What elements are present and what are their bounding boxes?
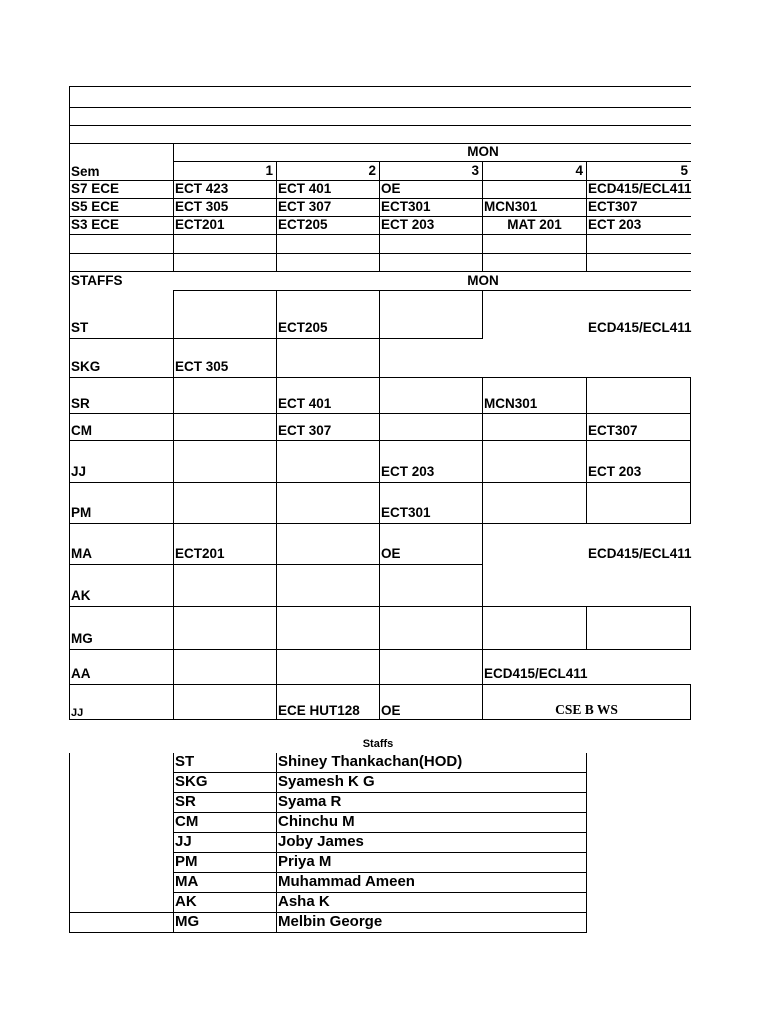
period-4-header: 4 — [575, 163, 583, 178]
timetable-cell: ECT201 — [175, 217, 225, 232]
timetable-cell: ECT 401 — [278, 181, 332, 196]
staff-list-code: PM — [175, 853, 198, 870]
staff-cell: OE — [381, 546, 401, 561]
timetable-cell: ECT 203 — [588, 217, 642, 232]
staff-list-name: Syama R — [278, 793, 342, 810]
staff-code: JJ — [71, 464, 87, 479]
staff-list-name: Syamesh K G — [278, 773, 375, 790]
staff-code: PM — [71, 505, 92, 520]
staff-cell: OE — [381, 703, 401, 718]
staff-day-header: MON — [467, 273, 499, 288]
staff-list-name: Asha K — [278, 893, 330, 910]
staff-cell: ECD415/ECL411 — [588, 546, 692, 561]
staff-code: MG — [71, 631, 93, 646]
staff-cell: ECD415/ECL411 — [484, 666, 588, 681]
staff-list-title: Staffs — [362, 738, 394, 750]
staff-cell: MCN301 — [484, 396, 538, 411]
sem-label: S5 ECE — [71, 199, 120, 214]
timetable-cell: MAT 201 — [507, 217, 562, 232]
timetable-cell: ECT205 — [278, 217, 328, 232]
sem-label: S3 ECE — [71, 217, 120, 232]
staff-code: JJ — [71, 707, 84, 719]
staff-code: AA — [71, 666, 91, 681]
timetable-cell: ECT307 — [588, 199, 638, 214]
staff-list-name: Priya M — [278, 853, 332, 870]
sem-label: S7 ECE — [71, 181, 120, 196]
timetable-cell: OE — [381, 181, 401, 196]
staff-list-name: Joby James — [278, 833, 364, 850]
period-3-header: 3 — [471, 163, 479, 178]
staff-cell: ECT 305 — [175, 359, 229, 374]
staff-code: CM — [71, 423, 92, 438]
staff-list-code: SR — [175, 793, 196, 810]
timetable-cell: ECT301 — [381, 199, 431, 214]
staff-list-code: AK — [175, 893, 197, 910]
staff-cell: ECT301 — [381, 505, 431, 520]
staff-cell: ECT307 — [588, 423, 638, 438]
timetable-cell: ECT 203 — [381, 217, 435, 232]
staff-cell: ECT 203 — [381, 464, 435, 479]
staff-cell: ECT205 — [278, 320, 328, 335]
staff-list-code: MG — [175, 913, 200, 930]
staffs-header: STAFFS — [71, 273, 123, 288]
staff-list-name: Muhammad Ameen — [278, 873, 415, 890]
staff-code: SKG — [71, 359, 101, 374]
day-header: MON — [467, 144, 499, 159]
timetable-cell: ECT 423 — [175, 181, 229, 196]
staff-list-name: Chinchu M — [278, 813, 355, 830]
timetable-cell: MCN301 — [484, 199, 538, 214]
staff-list-code: CM — [175, 813, 199, 830]
staff-code: SR — [71, 396, 90, 411]
staff-cell: ECT201 — [175, 546, 225, 561]
staff-cell: ECE HUT128 — [278, 703, 360, 718]
staff-list-name: Melbin George — [278, 913, 383, 930]
staff-code: AK — [71, 588, 91, 603]
staff-list-code: SKG — [175, 773, 208, 790]
staff-list-code: ST — [175, 753, 195, 770]
period-1-header: 1 — [265, 163, 273, 178]
staff-cell: ECT 307 — [278, 423, 332, 438]
staff-cell: ECT 401 — [278, 396, 332, 411]
timetable-cell: ECD415/ECL411 — [588, 181, 692, 196]
timetable-cell: ECT 307 — [278, 199, 332, 214]
staff-list-code: MA — [175, 873, 199, 890]
staff-cell: ECD415/ECL411 — [588, 320, 692, 335]
staff-code: MA — [71, 546, 92, 561]
period-5-header: 5 — [680, 163, 688, 178]
timetable-cell: ECT 305 — [175, 199, 229, 214]
period-2-header: 2 — [368, 163, 376, 178]
staff-code: ST — [71, 320, 89, 335]
staff-list-code: JJ — [175, 833, 192, 850]
sem-header: Sem — [71, 164, 100, 179]
staff-list-name: Shiney Thankachan(HOD) — [278, 753, 463, 770]
staff-cell: CSE B WS — [555, 702, 618, 717]
staff-cell: ECT 203 — [588, 464, 642, 479]
